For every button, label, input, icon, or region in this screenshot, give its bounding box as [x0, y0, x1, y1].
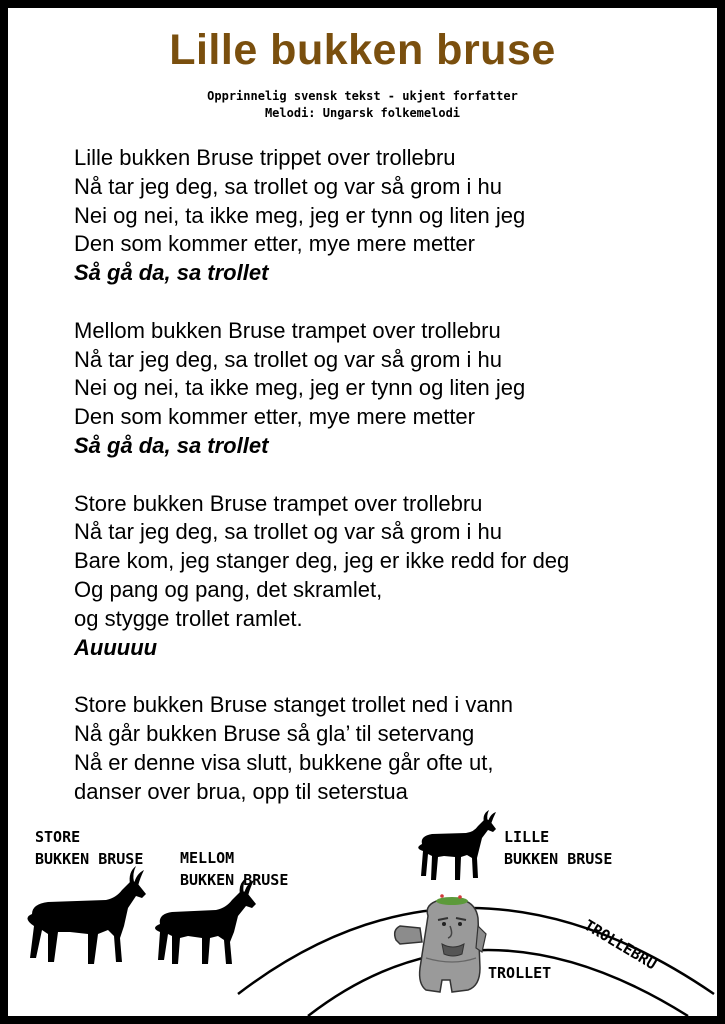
lyric-line: Mellom bukken Bruse trampet over trollebru	[74, 317, 501, 343]
credits	[8, 88, 717, 122]
mellom-label: MELLOM BUKKEN BRUSE	[180, 849, 289, 889]
lyric-line: Bare kom, jeg stanger deg, jeg er ikke redd for deg	[74, 548, 570, 574]
lyric-line: Nå tar jeg deg, sa trollet og var så grom i hu	[74, 173, 502, 199]
refrain-line: Auuuuu	[74, 634, 158, 660]
refrain-line: Så gå da, sa trollet	[74, 260, 269, 286]
lyric-line: Nå går bukken Bruse så gla’ til setervang	[74, 720, 475, 746]
verse-3	[74, 490, 704, 663]
store-label: STORE BUKKEN BRUSE	[35, 828, 144, 868]
verse-4	[74, 691, 704, 806]
lille-goat-icon	[418, 810, 496, 880]
melody-credit: Melodi: Ungarsk folkemelodi	[264, 106, 461, 120]
verse-2	[74, 317, 704, 461]
lyrics	[74, 144, 704, 806]
lyric-line: og stygge trollet ramlet.	[74, 605, 303, 631]
lyric-line: Nå er denne visa slutt, bukkene går ofte ut,	[74, 749, 494, 775]
troll-label: TROLLET	[488, 964, 552, 982]
troll-icon	[395, 894, 486, 992]
lyric-line: danser over brua, opp til seterstua	[74, 778, 408, 804]
lyric-line: Nei og nei, ta ikke meg, jeg er tynn og liten jeg	[74, 375, 526, 401]
bridge-label: TROLLEBRU	[580, 915, 660, 974]
song-sheet	[8, 8, 717, 1016]
lyric-line: Den som kommer etter, mye mere metter	[74, 404, 475, 430]
lyric-line: Nå tar jeg deg, sa trollet og var så grom i hu	[74, 346, 502, 372]
lyric-line: Den som kommer etter, mye mere metter	[74, 231, 475, 257]
lyric-line: Nei og nei, ta ikke meg, jeg er tynn og liten jeg	[74, 202, 526, 228]
lille-label: LILLE BUKKEN BRUSE	[504, 828, 613, 868]
store-goat-icon	[27, 866, 146, 964]
page-title: Lille bukken bruse	[169, 26, 556, 74]
lyric-line: Nå tar jeg deg, sa trollet og var så grom i hu	[74, 519, 502, 545]
illustration	[8, 808, 717, 1016]
lyric-line: Store bukken Bruse trampet over trollebru	[74, 490, 483, 516]
lyric-line: Store bukken Bruse stanget trollet ned i vann	[74, 692, 514, 718]
lyric-line: Og pang og pang, det skramlet,	[74, 576, 383, 602]
refrain-line: Så gå da, sa trollet	[74, 432, 269, 458]
text-origin: Opprinnelig svensk tekst - ukjent forfatter	[207, 89, 518, 103]
lyric-line: Lille bukken Bruse trippet over trollebru	[74, 145, 456, 170]
verse-1	[74, 144, 704, 288]
